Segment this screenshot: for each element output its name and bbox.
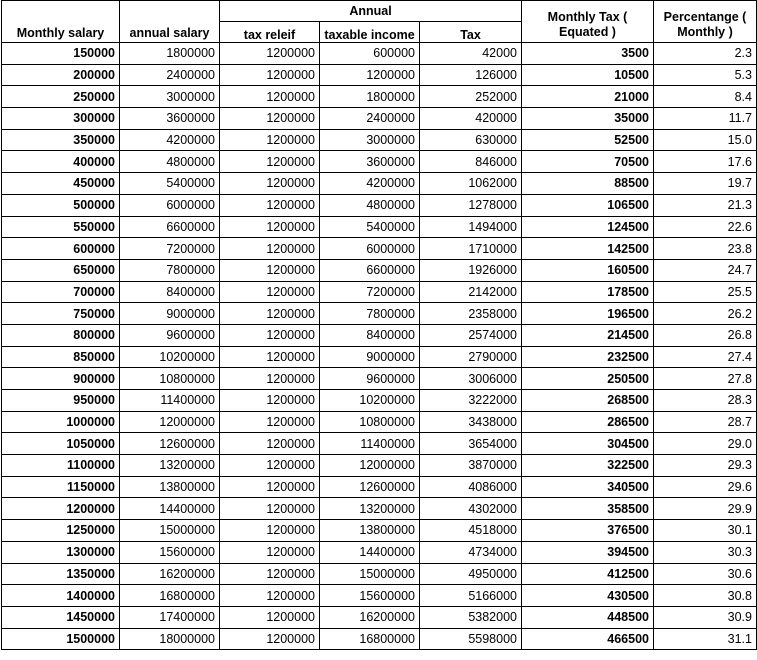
tax-cell: 1494000 [420,216,522,238]
taxable-income-cell: 10200000 [320,390,420,412]
monthly-salary-cell: 1000000 [2,411,120,433]
percentage-cell: 11.7 [654,108,757,130]
monthly-salary-cell: 250000 [2,86,120,108]
monthly-tax-cell: 10500 [522,64,654,86]
table-row [2,411,757,433]
header-monthly-salary: Monthly salary [2,1,120,43]
monthly-tax-cell: 430500 [522,585,654,607]
annual-salary-cell: 10200000 [120,346,220,368]
monthly-tax-cell: 88500 [522,173,654,195]
table-row [2,238,757,260]
monthly-tax-cell: 412500 [522,563,654,585]
percentage-cell: 29.9 [654,498,757,520]
tax-relief-cell: 1200000 [220,628,320,650]
table-row [2,216,757,238]
tax-relief-cell: 1200000 [220,129,320,151]
annual-salary-cell: 4800000 [120,151,220,173]
tax-cell: 2142000 [420,281,522,303]
percentage-cell: 21.3 [654,194,757,216]
monthly-tax-cell: 232500 [522,346,654,368]
monthly-salary-cell: 350000 [2,129,120,151]
tax-relief-cell: 1200000 [220,303,320,325]
taxable-income-cell: 10800000 [320,411,420,433]
tax-relief-cell: 1200000 [220,563,320,585]
tax-relief-cell: 1200000 [220,194,320,216]
tax-cell: 630000 [420,129,522,151]
table-row [2,563,757,585]
monthly-salary-cell: 1100000 [2,455,120,477]
table-row [2,281,757,303]
annual-salary-cell: 6000000 [120,194,220,216]
table-row [2,541,757,563]
tax-cell: 4086000 [420,476,522,498]
taxable-income-cell: 1800000 [320,86,420,108]
monthly-tax-cell: 322500 [522,455,654,477]
percentage-cell: 5.3 [654,64,757,86]
header-annual-group: Annual [220,1,522,22]
monthly-salary-cell: 850000 [2,346,120,368]
tax-cell: 4950000 [420,563,522,585]
table-row [2,368,757,390]
percentage-cell: 28.3 [654,390,757,412]
tax-relief-cell: 1200000 [220,346,320,368]
tax-relief-cell: 1200000 [220,606,320,628]
percentage-cell: 2.3 [654,43,757,65]
table-row [2,606,757,628]
monthly-salary-cell: 300000 [2,108,120,130]
table-row [2,390,757,412]
tax-relief-cell: 1200000 [220,281,320,303]
percentage-cell: 8.4 [654,86,757,108]
table-row [2,173,757,195]
annual-salary-cell: 3600000 [120,108,220,130]
percentage-cell: 29.3 [654,455,757,477]
taxable-income-cell: 9000000 [320,346,420,368]
table-row [2,108,757,130]
monthly-salary-cell: 550000 [2,216,120,238]
taxable-income-cell: 14400000 [320,541,420,563]
tax-cell: 1062000 [420,173,522,195]
tax-cell: 3006000 [420,368,522,390]
monthly-salary-cell: 1300000 [2,541,120,563]
table-row [2,324,757,346]
tax-relief-cell: 1200000 [220,455,320,477]
tax-relief-cell: 1200000 [220,86,320,108]
tax-cell: 1278000 [420,194,522,216]
tax-relief-cell: 1200000 [220,173,320,195]
monthly-tax-cell: 376500 [522,520,654,542]
monthly-salary-cell: 800000 [2,324,120,346]
monthly-tax-cell: 394500 [522,541,654,563]
annual-salary-cell: 12000000 [120,411,220,433]
annual-salary-cell: 4200000 [120,129,220,151]
taxable-income-cell: 4800000 [320,194,420,216]
monthly-tax-cell: 52500 [522,129,654,151]
taxable-income-cell: 1200000 [320,64,420,86]
percentage-cell: 19.7 [654,173,757,195]
monthly-salary-cell: 1450000 [2,606,120,628]
annual-salary-cell: 7800000 [120,259,220,281]
tax-cell: 4518000 [420,520,522,542]
annual-salary-cell: 1800000 [120,43,220,65]
monthly-salary-cell: 1400000 [2,585,120,607]
header-taxable-income: taxable income [320,22,420,43]
monthly-salary-cell: 200000 [2,64,120,86]
tax-relief-cell: 1200000 [220,43,320,65]
monthly-salary-cell: 150000 [2,43,120,65]
taxable-income-cell: 13800000 [320,520,420,542]
taxable-income-cell: 11400000 [320,433,420,455]
percentage-cell: 27.8 [654,368,757,390]
taxable-income-cell: 6000000 [320,238,420,260]
tax-cell: 420000 [420,108,522,130]
tax-cell: 1926000 [420,259,522,281]
tax-relief-cell: 1200000 [220,238,320,260]
percentage-cell: 30.1 [654,520,757,542]
table-row [2,64,757,86]
monthly-tax-cell: 21000 [522,86,654,108]
taxable-income-cell: 9600000 [320,368,420,390]
percentage-cell: 22.6 [654,216,757,238]
tax-cell: 5166000 [420,585,522,607]
taxable-income-cell: 7200000 [320,281,420,303]
percentage-cell: 31.1 [654,628,757,650]
table-header [2,1,757,43]
tax-relief-cell: 1200000 [220,520,320,542]
tax-relief-cell: 1200000 [220,390,320,412]
taxable-income-cell: 15600000 [320,585,420,607]
table-row [2,194,757,216]
monthly-tax-cell: 35000 [522,108,654,130]
tax-cell: 846000 [420,151,522,173]
table-row [2,628,757,650]
monthly-tax-cell: 304500 [522,433,654,455]
monthly-tax-cell: 358500 [522,498,654,520]
table-row [2,585,757,607]
annual-salary-cell: 3000000 [120,86,220,108]
tax-relief-cell: 1200000 [220,541,320,563]
tax-cell: 2790000 [420,346,522,368]
monthly-tax-cell: 70500 [522,151,654,173]
tax-cell: 42000 [420,43,522,65]
taxable-income-cell: 5400000 [320,216,420,238]
tax-table [1,0,757,650]
monthly-tax-cell: 3500 [522,43,654,65]
annual-salary-cell: 15600000 [120,541,220,563]
monthly-tax-cell: 178500 [522,281,654,303]
tax-relief-cell: 1200000 [220,216,320,238]
monthly-tax-cell: 196500 [522,303,654,325]
monthly-tax-cell: 124500 [522,216,654,238]
taxable-income-cell: 7800000 [320,303,420,325]
tax-relief-cell: 1200000 [220,151,320,173]
percentage-cell: 30.6 [654,563,757,585]
percentage-cell: 26.2 [654,303,757,325]
annual-salary-cell: 8400000 [120,281,220,303]
monthly-salary-cell: 1150000 [2,476,120,498]
monthly-salary-cell: 1200000 [2,498,120,520]
header-percentage: Percentange ( Monthly ) [654,1,757,43]
table-row [2,86,757,108]
monthly-salary-cell: 450000 [2,173,120,195]
taxable-income-cell: 8400000 [320,324,420,346]
taxable-income-cell: 600000 [320,43,420,65]
annual-salary-cell: 16200000 [120,563,220,585]
tax-relief-cell: 1200000 [220,259,320,281]
tax-relief-cell: 1200000 [220,476,320,498]
tax-relief-cell: 1200000 [220,498,320,520]
tax-cell: 1710000 [420,238,522,260]
percentage-cell: 29.6 [654,476,757,498]
percentage-cell: 28.7 [654,411,757,433]
tax-cell: 3870000 [420,455,522,477]
taxable-income-cell: 12600000 [320,476,420,498]
table-row [2,151,757,173]
monthly-salary-cell: 900000 [2,368,120,390]
header-tax-relief: tax releif [220,22,320,43]
tax-cell: 126000 [420,64,522,86]
tax-cell: 4734000 [420,541,522,563]
taxable-income-cell: 16200000 [320,606,420,628]
table-row [2,129,757,151]
annual-salary-cell: 16800000 [120,585,220,607]
annual-salary-cell: 13200000 [120,455,220,477]
monthly-tax-cell: 214500 [522,324,654,346]
monthly-salary-cell: 1500000 [2,628,120,650]
annual-salary-cell: 14400000 [120,498,220,520]
monthly-salary-cell: 600000 [2,238,120,260]
annual-salary-cell: 7200000 [120,238,220,260]
annual-salary-cell: 6600000 [120,216,220,238]
monthly-salary-cell: 500000 [2,194,120,216]
annual-salary-cell: 18000000 [120,628,220,650]
monthly-tax-cell: 448500 [522,606,654,628]
tax-cell: 3222000 [420,390,522,412]
taxable-income-cell: 2400000 [320,108,420,130]
percentage-cell: 26.8 [654,324,757,346]
percentage-cell: 25.5 [654,281,757,303]
table-row [2,43,757,65]
annual-salary-cell: 12600000 [120,433,220,455]
tax-relief-cell: 1200000 [220,585,320,607]
table-row [2,520,757,542]
tax-relief-cell: 1200000 [220,411,320,433]
annual-salary-cell: 2400000 [120,64,220,86]
tax-relief-cell: 1200000 [220,108,320,130]
monthly-tax-cell: 142500 [522,238,654,260]
tax-cell: 5598000 [420,628,522,650]
monthly-salary-cell: 1350000 [2,563,120,585]
table-row [2,476,757,498]
tax-cell: 252000 [420,86,522,108]
taxable-income-cell: 3000000 [320,129,420,151]
header-tax: Tax [420,22,522,43]
monthly-tax-cell: 106500 [522,194,654,216]
tax-cell: 3438000 [420,411,522,433]
monthly-salary-cell: 1250000 [2,520,120,542]
taxable-income-cell: 6600000 [320,259,420,281]
monthly-tax-cell: 286500 [522,411,654,433]
annual-salary-cell: 5400000 [120,173,220,195]
table-row [2,498,757,520]
monthly-tax-cell: 268500 [522,390,654,412]
tax-relief-cell: 1200000 [220,368,320,390]
annual-salary-cell: 9000000 [120,303,220,325]
tax-cell: 5382000 [420,606,522,628]
tax-cell: 2574000 [420,324,522,346]
percentage-cell: 30.3 [654,541,757,563]
percentage-cell: 27.4 [654,346,757,368]
taxable-income-cell: 4200000 [320,173,420,195]
table-row [2,259,757,281]
monthly-tax-cell: 466500 [522,628,654,650]
percentage-cell: 17.6 [654,151,757,173]
percentage-cell: 30.9 [654,606,757,628]
monthly-salary-cell: 1050000 [2,433,120,455]
annual-salary-cell: 11400000 [120,390,220,412]
tax-cell: 3654000 [420,433,522,455]
header-annual-salary: annual salary [120,1,220,43]
monthly-tax-cell: 160500 [522,259,654,281]
taxable-income-cell: 3600000 [320,151,420,173]
tax-cell: 2358000 [420,303,522,325]
tax-relief-cell: 1200000 [220,64,320,86]
tax-cell: 4302000 [420,498,522,520]
table-body [2,43,757,650]
monthly-tax-cell: 250500 [522,368,654,390]
table-row [2,346,757,368]
taxable-income-cell: 16800000 [320,628,420,650]
annual-salary-cell: 15000000 [120,520,220,542]
annual-salary-cell: 10800000 [120,368,220,390]
percentage-cell: 30.8 [654,585,757,607]
taxable-income-cell: 13200000 [320,498,420,520]
tax-relief-cell: 1200000 [220,433,320,455]
annual-salary-cell: 9600000 [120,324,220,346]
monthly-salary-cell: 700000 [2,281,120,303]
tax-relief-cell: 1200000 [220,324,320,346]
table-row [2,455,757,477]
taxable-income-cell: 15000000 [320,563,420,585]
table-row [2,303,757,325]
taxable-income-cell: 12000000 [320,455,420,477]
monthly-tax-cell: 340500 [522,476,654,498]
table-row [2,433,757,455]
monthly-salary-cell: 650000 [2,259,120,281]
percentage-cell: 15.0 [654,129,757,151]
percentage-cell: 23.8 [654,238,757,260]
header-monthly-tax: Monthly Tax ( Equated ) [522,1,654,43]
annual-salary-cell: 17400000 [120,606,220,628]
annual-salary-cell: 13800000 [120,476,220,498]
percentage-cell: 29.0 [654,433,757,455]
percentage-cell: 24.7 [654,259,757,281]
monthly-salary-cell: 750000 [2,303,120,325]
monthly-salary-cell: 400000 [2,151,120,173]
monthly-salary-cell: 950000 [2,390,120,412]
